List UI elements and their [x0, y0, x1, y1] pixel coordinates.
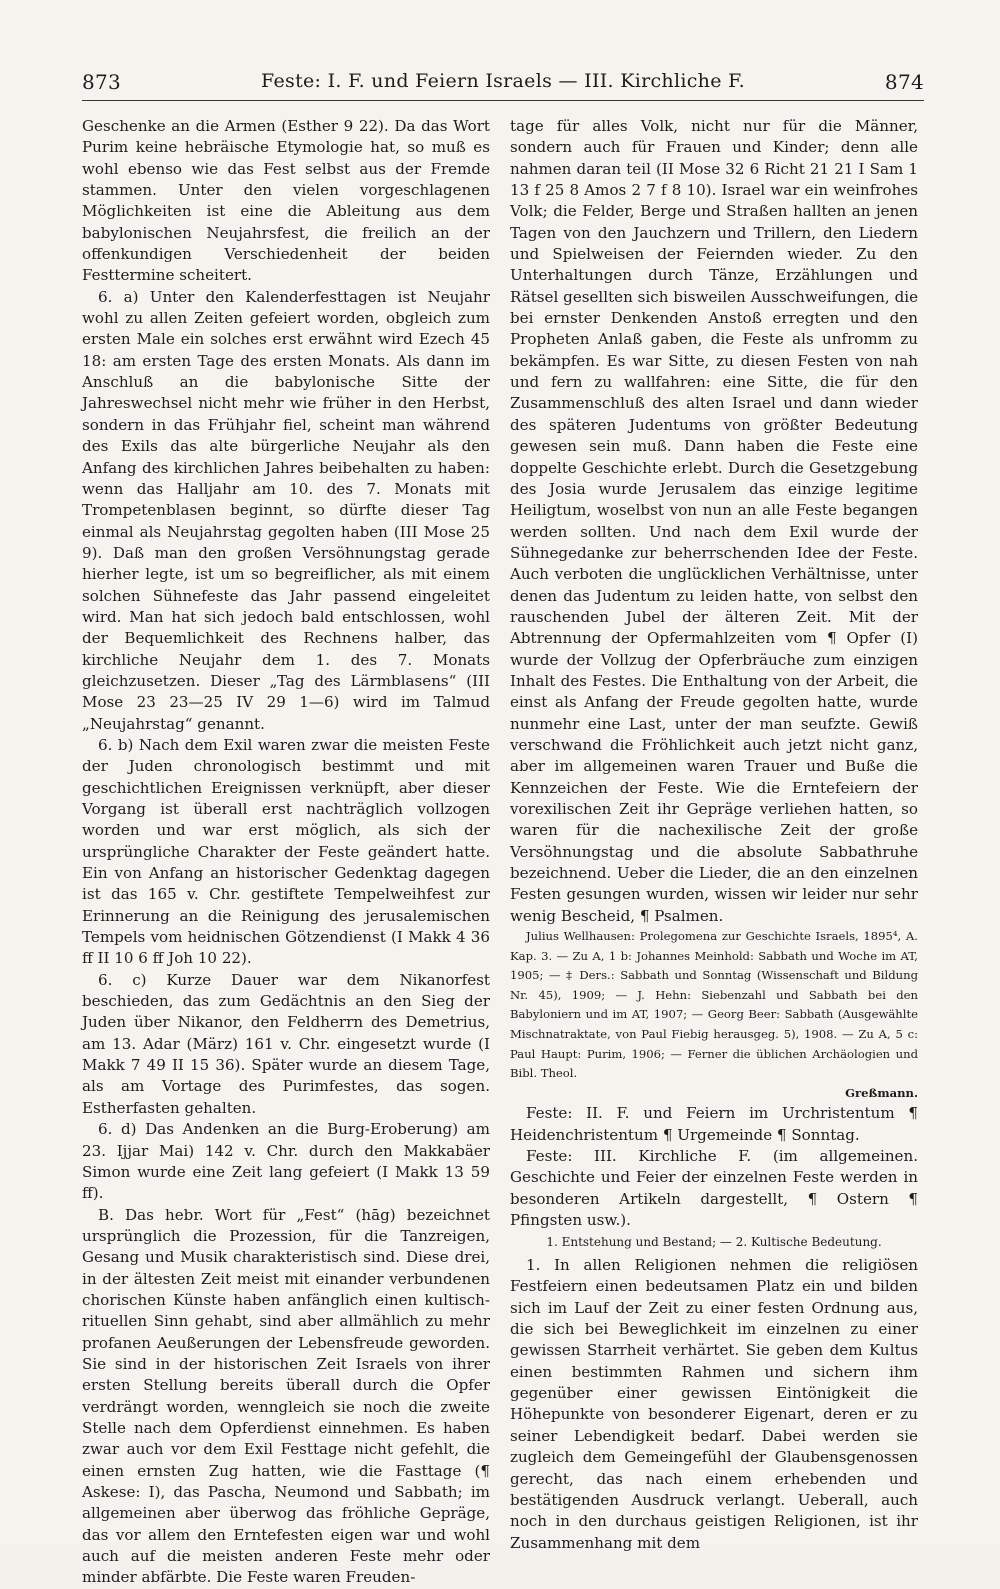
right-column: [510, 116, 918, 1554]
header-rule: [82, 100, 924, 101]
author-signature: Greßmann.: [845, 1085, 918, 1100]
page-header: [82, 68, 924, 98]
entry-heading-iii: Feste: III. Kirchliche F. (im allgemeinen. Geschichte und Feier der einzelnen Feste werden in besonderen Artikeln dargestellt, ¶ Ostern ¶ Pfingsten usw.).: [510, 1147, 918, 1230]
paragraph: Geschenke an die Armen (Esther 9 22). Da das Wort Purim keine hebräische Etymologie hat, so muß es wohl ebenso wie das Fest selbst aus der Fremde stammen. Unter den vielen vorgeschlagenen Möglichkeiten ist eine die Ableitung aus dem babylonischen Neujahrsfest, die freilich an der offenkundigen Verschiedenheit der beiden Festtermine scheitert.: [82, 117, 490, 285]
page-number-left: 873: [82, 70, 122, 94]
bibliography: Julius Wellhausen: Prolegomena zur Geschichte Israels, 1895⁴, A. Kap. 3. — Zu A, 1 b: Johannes Meinhold: Sabbath und Woche im AT, 1905; — ‡ Ders.: Sabbath und Sonntag (Wissenschaft und Bildung Nr. 45), 1909; — J. Hehn: Siebenzahl und Sabbath bei den Babyloniern und im AT, 1907; — Georg Beer: Sabbath (Ausgewählte Mischnatraktate, von Paul Fiebig herausgeg. 5), 1908. — Zu A, 5 c: Paul Haupt: Purim, 1906; — Ferner die üblichen Archäologien und Bibl. Theol.: [510, 929, 918, 1081]
running-title: Feste: I. F. und Feiern Israels — III. Kirchliche F.: [261, 70, 745, 92]
paragraph: B. Das hebr. Wort für „Fest“ (hāg) bezeichnet ursprünglich die Prozession, für die Tanzreigen, Gesang und Musik charakteristisch sind. Diese drei, in der ältesten Zeit meist mit einander verbundenen chorischen Künste haben anfänglich einen kultisch-rituellen Sinn gehabt, sind aber allmählich zu mehr profanen Aeußerungen der Lebensfreude geworden. Sie sind in der historischen Zeit Israels von ihrer ersten Stellung bereits überall durch die Opfer verdrängt worden, wenngleich sie noch die zweite Stelle nach dem Opferdienst einnehmen. Es haben zwar auch vor dem Exil Festtage nicht gefehlt, die einen ernsten Zug hatten, wie die Fasttage (¶ Askese: I), das Pascha, Neumond und Sabbath; im allgemeinen aber überwog das fröhliche Gepräge, das vor allem den Erntefesten eigen war und wohl auch auf die meisten anderen Feste mehr oder minder abfärbte. Die Feste waren Freuden-: [82, 1205, 490, 1587]
page-number-right: 874: [884, 70, 924, 94]
paragraph: 6. a) Unter den Kalenderfesttagen ist Neujahr wohl zu allen Zeiten gefeiert worden, obgleich zum ersten Male ein solches erst erwähnt wird Ezech 45 18: am ersten Tage des ersten Monats. Als dann im Anschluß an die babylonische Sitte der Jahreswechsel nicht mehr wie früher in den Herbst, sondern in das Frühjahr fiel, scheint man während des Exils das alte bürgerliche Neujahr als den Anfang des kirchlichen Jahres beibehalten zu haben: wenn das Halljahr am 10. des 7. Monats mit Trompetenblasen beginnt, so dürfte dieser Tag einmal als Neujahrstag gegolten haben (III Mose 25 9). Daß man den großen Versöhnungstag gerade hierher legte, ist um so begreiflicher, als mit einem solchen Sühnefeste das Jahr passend eingeleitet wird. Man hat sich jedoch bald entschlossen, wohl der Bequemlichkeit des Rechnens halber, das kirchliche Neujahr dem 1. des 7. Monats gleichzusetzen. Dieser „Tag des Lärmblasens“ (III Mose 23 23—25 IV 29 1—6) wird im Talmud „Neujahrstag“ genannt.: [82, 287, 490, 733]
left-column: [82, 116, 490, 1589]
paragraph: 6. b) Nach dem Exil waren zwar die meisten Feste der Juden chronologisch bestimmt und mit geschichtlichen Ereignissen verknüpft, aber dieser Vorgang ist überall erst nachträglich vollzogen worden und war erst möglich, als sich der ursprüngliche Charakter der Feste geändert hatte. Ein von Anfang an historischer Gedenktag dagegen ist das 165 v. Chr. gestiftete Tempelweihfest zur Erinnerung an die Reinigung des jerusalemischen Tempels vom heidnischen Götzendienst (I Makk 4 36 ff II 10 6 ff Joh 10 22).: [82, 735, 490, 968]
section-outline: 1. Entstehung und Bestand; — 2. Kultische Bedeutung.: [546, 1235, 882, 1250]
entry-heading-ii: Feste: II. F. und Feiern im Urchristentum ¶ Heidenchristentum ¶ Urgemeinde ¶ Sonntag.: [510, 1104, 918, 1144]
paragraph: 1. In allen Religionen nehmen die religiösen Festfeiern einen bedeutsamen Platz ein und bilden sich im Lauf der Zeit zu einer festen Ordnung aus, die sich bei Beweglichkeit im einzelnen zu einer gewissen Starrheit verhärtet. Sie geben dem Kultus einen bestimmten Rahmen und sichern ihm gegenüber einer gewissen Eintönigkeit die Höhepunkte von besonderer Eigenart, deren er zu seiner Lebendigkeit bedarf. Dabei werden sie zugleich dem Gemeingefühl der Glaubensgenossen gerecht, das nach einem erhebenden und bestätigenden Ausdruck verlangt. Ueberall, auch noch in den durchaus geistigen Religionen, ist ihr Zusammenhang mit dem: [510, 1256, 918, 1552]
paragraph: 6. c) Kurze Dauer war dem Nikanorfest beschieden, das zum Gedächtnis an den Sieg der Juden über Nikanor, den Feldherrn des Demetrius, am 13. Adar (März) 161 v. Chr. eingesetzt wurde (I Makk 7 49 II 15 36). Später wurde an diesem Tage, als am Vortage des Purimfestes, das sogen. Estherfasten gehalten.: [82, 970, 490, 1117]
paragraph: tage für alles Volk, nicht nur für die Männer, sondern auch für Frauen und Kinder; denn alle nahmen daran teil (II Mose 32 6 Richt 21 21 I Sam 1 13 f 25 8 Amos 2 7 f 8 10). Israel war ein weinfrohes Volk; die Felder, Berge und Straßen hallten an jenen Tagen von den Jauchzern und Trillern, den Liedern und Spielweisen der Feiernden wieder. Zu den Unterhaltungen durch Tänze, Erzählungen und Rätsel gesellten sich bisweilen Ausschweifungen, die bei ernster Denkenden Anstoß erregten und den Propheten Anlaß gaben, die Feste als unfromm zu bekämpfen. Es war Sitte, zu diesen Festen von nah und fern zu wallfahren: eine Sitte, die für den Zusammenschluß des alten Israel und dann wieder des späteren Judentums von größter Bedeutung gewesen sein muß. Dann haben die Feste eine doppelte Geschichte erlebt. Durch die Gesetzgebung des Josia wurde Jerusalem das einzige legitime Heiligtum, woselbst von nun an alle Feste begangen werden sollten. Und nach dem Exil wurde der Sühnegedanke zur beherrschenden Idee der Feste. Auch verboten die unglücklichen Verhältnisse, unter denen das Judentum zu leiden hatte, von selbst den rauschenden Jubel der älteren Zeit. Mit der Abtrennung der Opfermahlzeiten vom ¶ Opfer (I) wurde der Vollzug der Opferbräuche zum einzigen Inhalt des Festes. Die Enthaltung von der Arbeit, die einst als Anfang der Freude gegolten hatte, wurde nunmehr eine Last, unter der man seufzte. Gewiß verschwand die Fröhlichkeit auch jetzt nicht ganz, aber im allgemeinen waren Trauer und Buße die Kennzeichen der Feste. Wie die Erntefeiern der vorexilischen Zeit ihr Gepräge verliehen hatten, so waren für die nachexilische Zeit der große Versöhnungstag und die absolute Sabbathruhe bezeichnend. Ueber die Lieder, die an den einzelnen Festen gesungen wurden, wissen wir leider nur sehr wenig Bescheid, ¶ Psalmen.: [510, 117, 918, 925]
paragraph: 6. d) Das Andenken an die Burg-Eroberung) am 23. Ijjar Mai) 142 v. Chr. durch den Makkabäer Simon wurde eine Zeit lang gefeiert (I Makk 13 59 ff).: [82, 1120, 490, 1203]
